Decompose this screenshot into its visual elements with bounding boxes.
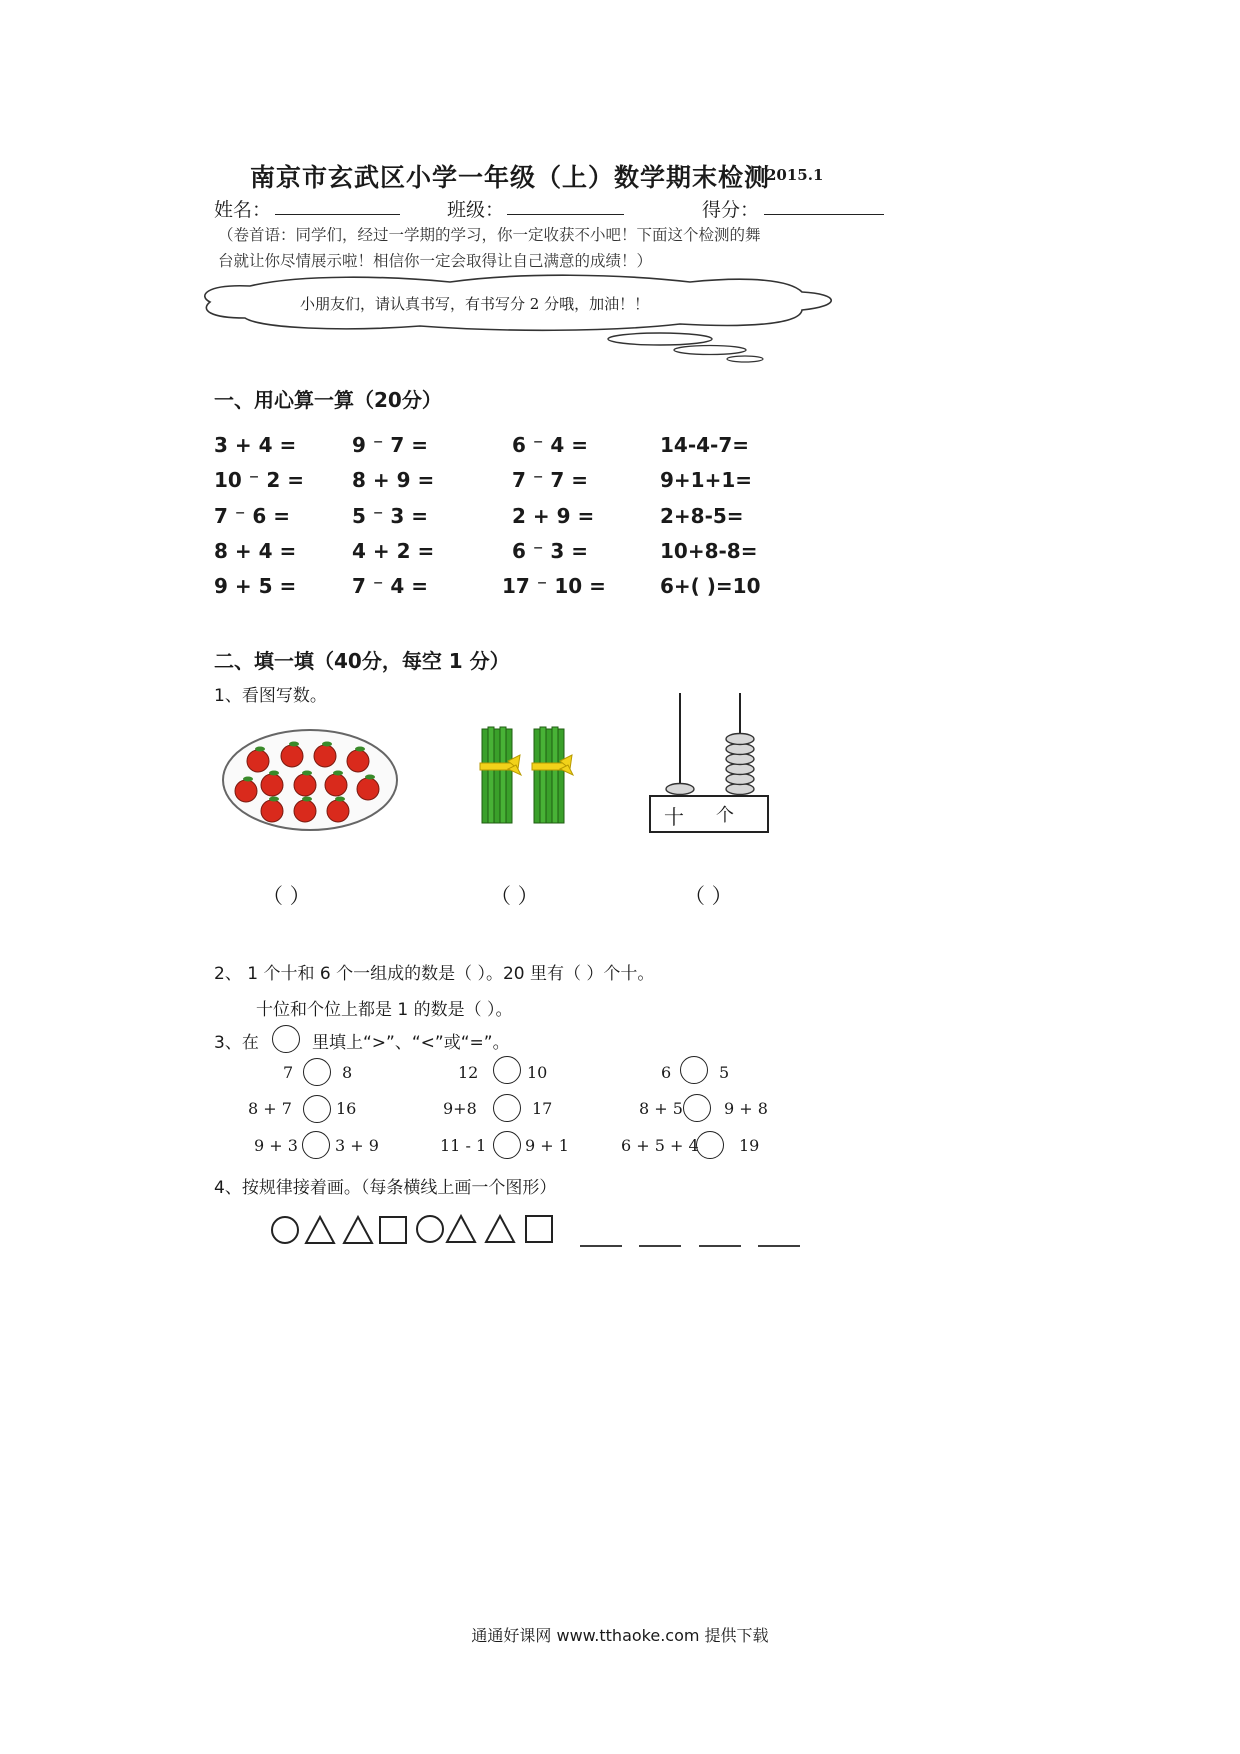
stick-bundles-image <box>478 725 588 827</box>
shape-pattern <box>270 1208 810 1248</box>
exam-date: 2015.1 <box>766 166 824 184</box>
compare-circle[interactable] <box>493 1131 521 1159</box>
compare-circle[interactable] <box>493 1094 521 1122</box>
compare-left: 9+8 <box>443 1099 477 1118</box>
compare-circle[interactable] <box>303 1058 331 1086</box>
compare-right: 19 <box>739 1136 760 1155</box>
name-blank[interactable] <box>275 214 400 215</box>
class-blank[interactable] <box>507 214 624 215</box>
compare-right: 5 <box>719 1063 730 1082</box>
compare-right: 9 + 1 <box>525 1136 569 1155</box>
compare-left: 6 <box>661 1063 672 1082</box>
score-label: 得分： <box>702 199 760 221</box>
calc-item: 5 ⁻ 3 = <box>352 504 429 528</box>
calc-item: 9 + 5 = <box>214 574 297 598</box>
q3-suffix: 里填上“>”、“<”或“=”。 <box>312 1033 510 1053</box>
calc-item: 7 ⁻ 7 = <box>512 468 589 492</box>
answer-paren-abacus[interactable]: （ ） <box>684 884 733 908</box>
compare-right: 17 <box>532 1099 553 1118</box>
apple-plate-image <box>220 728 400 833</box>
compare-left: 8 + 5 <box>639 1099 683 1118</box>
footer-credit: 通通好课网 www.tthaoke.com 提供下载 <box>471 1626 769 1645</box>
calc-item: 17 ⁻ 10 = <box>502 574 606 598</box>
preface-line-1: （卷首语：同学们，经过一学期的学习，你一定收获不小吧！下面这个检测的舞 <box>218 226 761 244</box>
compare-left: 6 + 5 + 4 <box>621 1136 699 1155</box>
answer-paren-sticks[interactable]: （ ） <box>490 884 539 908</box>
cloud-bubble <box>190 272 850 367</box>
triangle-icon <box>306 1217 334 1243</box>
calc-item: 3 + 4 = <box>214 433 297 457</box>
compare-circle[interactable] <box>680 1056 708 1084</box>
compare-circle[interactable] <box>303 1095 331 1123</box>
calc-item: 7 ⁻ 4 = <box>352 574 429 598</box>
q4-label: 4、按规律接着画。（每条横线上画一个图形） <box>214 1178 557 1198</box>
compare-left: 8 + 7 <box>248 1099 292 1118</box>
calc-item: 6+( )=10 <box>660 574 761 598</box>
compare-left: 9 + 3 <box>254 1136 298 1155</box>
compare-circle[interactable] <box>493 1056 521 1084</box>
compare-right: 3 + 9 <box>335 1136 379 1155</box>
calc-item: 4 + 2 = <box>352 539 435 563</box>
compare-left: 7 <box>283 1063 294 1082</box>
calc-item: 9+1+1= <box>660 468 753 492</box>
compare-right: 8 <box>342 1063 353 1082</box>
compare-right: 9 + 8 <box>724 1099 768 1118</box>
class-label: 班级： <box>447 199 505 221</box>
calc-item: 8 + 9 = <box>352 468 435 492</box>
section2-title: 二、填一填（40分，每空 1 分） <box>214 649 510 673</box>
compare-right: 10 <box>527 1063 548 1082</box>
triangle-icon <box>486 1216 514 1242</box>
q3-prefix: 3、在 <box>214 1033 259 1053</box>
calc-item: 14-4-7= <box>660 433 750 457</box>
exam-title: 南京市玄武区小学一年级（上）数学期末检测 <box>250 163 771 192</box>
calc-item: 6 ⁻ 4 = <box>512 433 589 457</box>
example-circle-icon <box>272 1025 300 1053</box>
calc-item: 7 ⁻ 6 = <box>214 504 291 528</box>
cloud-note: 小朋友们，请认真书写，有书写分 2 分哦，加油！！ <box>300 295 650 313</box>
q2-line-1: 2、 1 个十和 6 个一组成的数是（ ）。20 里有（ ）个十。 <box>214 964 655 984</box>
square-icon <box>380 1217 406 1243</box>
q1-label: 1、看图写数。 <box>214 686 327 706</box>
preface-line-2: 台就让你尽情展示啦！相信你一定会取得让自己满意的成绩！） <box>218 252 653 270</box>
circle-icon <box>417 1216 443 1242</box>
score-blank[interactable] <box>764 214 884 215</box>
square-icon <box>526 1216 552 1242</box>
compare-left: 11 - 1 <box>440 1136 487 1155</box>
calc-item: 10 ⁻ 2 = <box>214 468 304 492</box>
triangle-icon <box>344 1217 372 1243</box>
calc-item: 2+8-5= <box>660 504 744 528</box>
calc-item: 8 + 4 = <box>214 539 297 563</box>
q2-line-2: 十位和个位上都是 1 的数是（ ）。 <box>256 1000 513 1020</box>
calc-item: 6 ⁻ 3 = <box>512 539 589 563</box>
circle-icon <box>272 1217 298 1243</box>
compare-circle[interactable] <box>302 1131 330 1159</box>
compare-right: 16 <box>336 1099 357 1118</box>
compare-circle[interactable] <box>696 1131 724 1159</box>
abacus-ones-label: 个 <box>716 805 734 826</box>
section1-title: 一、用心算一算（20分） <box>214 388 442 412</box>
answer-paren-apples[interactable]: （ ） <box>262 884 311 908</box>
calc-item: 9 ⁻ 7 = <box>352 433 429 457</box>
compare-circle[interactable] <box>683 1094 711 1122</box>
compare-left: 12 <box>458 1063 479 1082</box>
abacus-tens-label: 十 <box>664 805 684 829</box>
calc-item: 10+8-8= <box>660 539 758 563</box>
calc-item: 2 + 9 = <box>512 504 595 528</box>
triangle-icon <box>447 1216 475 1242</box>
name-label: 姓名： <box>214 199 272 221</box>
